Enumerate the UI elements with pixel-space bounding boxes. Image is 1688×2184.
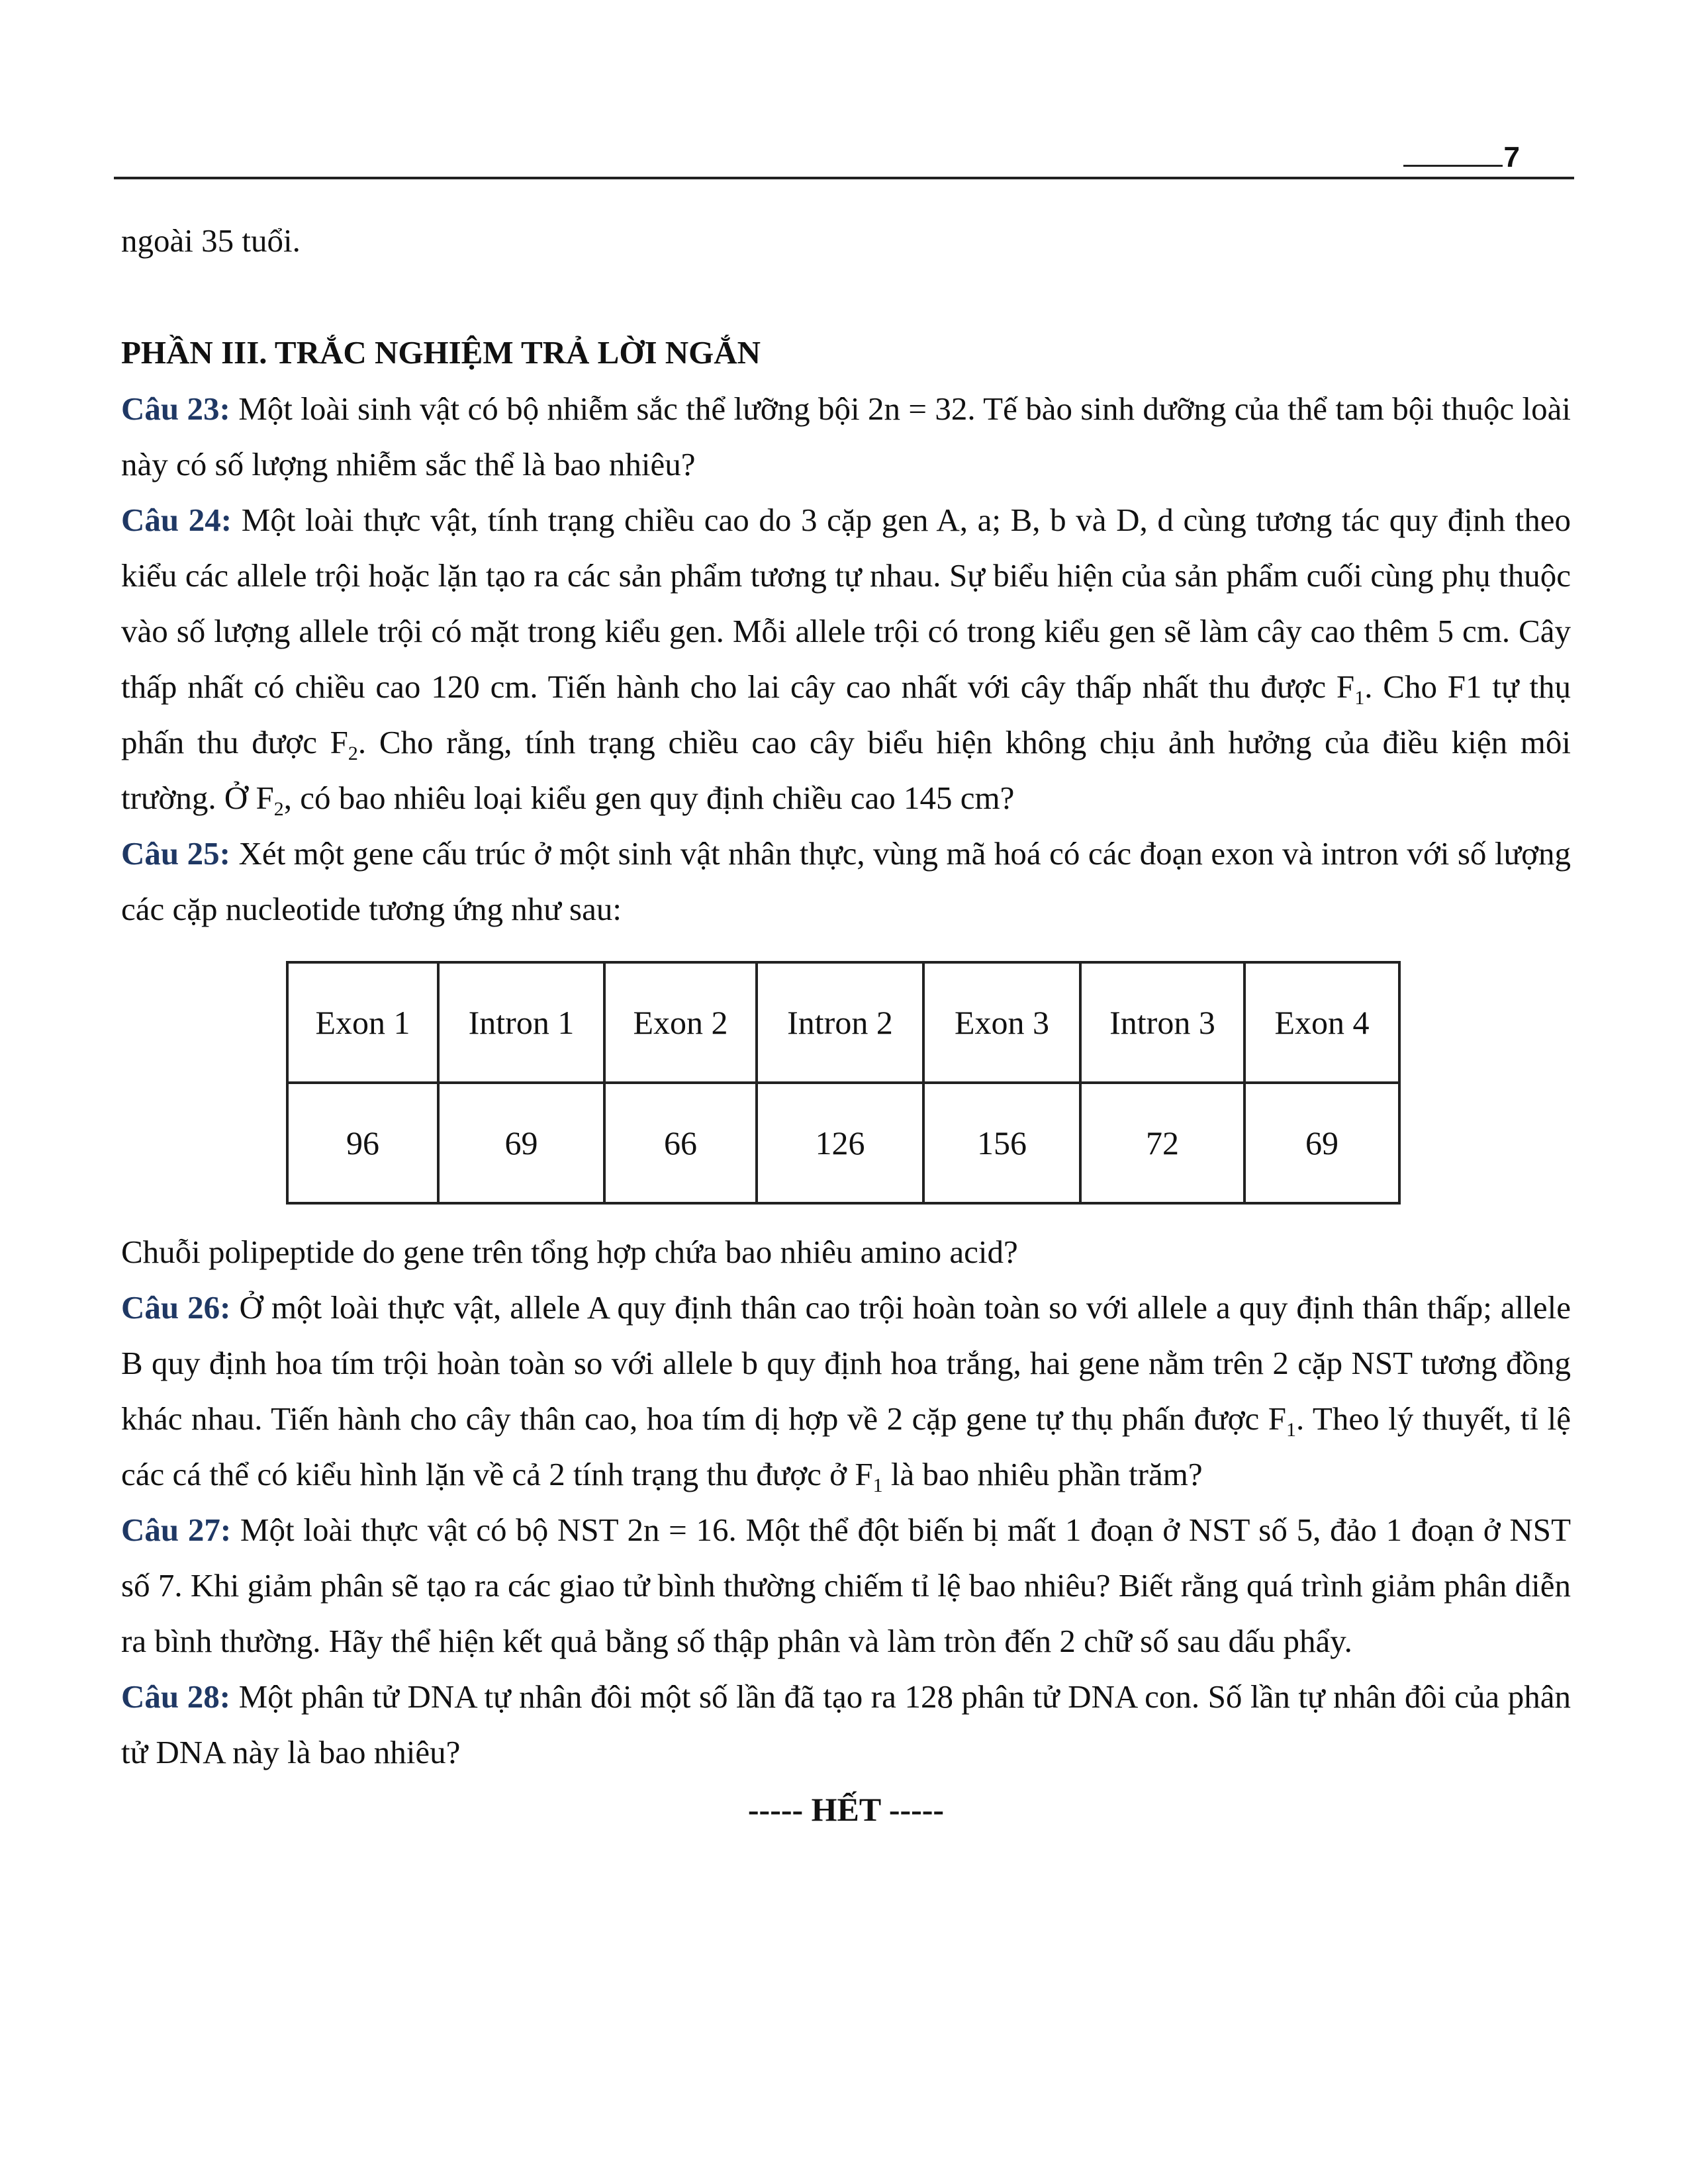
- table-cell: 126: [757, 1083, 923, 1203]
- table-header-cell: Exon 1: [287, 962, 438, 1083]
- question-26-text: . Theo lý thuyết, tỉ lệ các cá thể có kiểu hình lặn về cả 2 tính trạng thu được ở F: [121, 1400, 1571, 1492]
- page-number-underline: [1403, 140, 1503, 167]
- question-23: [121, 381, 1571, 492]
- table-header-cell: Intron 2: [757, 962, 923, 1083]
- end-marker: ----- HẾT -----: [747, 1791, 945, 1828]
- exon-intron-table: [286, 961, 1401, 1205]
- page-header: [114, 136, 1574, 179]
- question-25-followup: Chuỗi polipeptide do gene trên tổng hợp chứa bao nhiêu amino acid?: [121, 1234, 1018, 1270]
- question-28-text: Một phân tử DNA tự nhân đôi một số lần đã tạo ra 128 phân tử DNA con. Số lần tự nhân đôi của phân tử DNA này là bao nhiêu?: [121, 1678, 1571, 1770]
- question-27: [121, 1502, 1571, 1669]
- table-cell: 69: [1244, 1083, 1399, 1203]
- table-cell: 96: [287, 1083, 438, 1203]
- question-26-label: Câu 26:: [121, 1289, 231, 1326]
- table-cell: 66: [604, 1083, 757, 1203]
- table-header-cell: Exon 3: [923, 962, 1080, 1083]
- subscript: 1: [1354, 687, 1365, 709]
- subscript: 1: [872, 1475, 883, 1496]
- question-27-text: Một loài thực vật có bộ NST 2n = 16. Một thể đột biến bị mất 1 đoạn ở NST số 5, đảo 1 đoạn ở NST số 7. Khi giảm phân sẽ tạo ra các giao tử bình thường chiếm tỉ lệ bao nhiêu? Biết rằng quá trình giảm phân diễn ra bình thường. Hãy thể hiện kết quả bằng số thập phân và làm tròn đến 2 chữ số sau dấu phẩy.: [121, 1512, 1571, 1659]
- table-cell: 156: [923, 1083, 1080, 1203]
- subscript: 2: [273, 798, 284, 820]
- question-26-text: Ở một loài thực vật, allele A quy định thân cao trội hoàn toàn so với allele a quy định thân thấp; allele B quy định hoa tím trội hoàn toàn so với allele b quy định hoa trắng, hai gene nằm trên 2 cặp NST tương đồng khác nhau. Tiến hành cho cây thân cao, hoa tím dị hợp về 2 cặp gene tự thụ phấn được F: [121, 1289, 1571, 1437]
- question-24-text: Một loài thực vật, tính trạng chiều cao do 3 cặp gen A, a; B, b và D, d cùng tương tác quy định theo kiểu các allele trội hoặc lặn tạo ra các sản phẩm tương tự nhau. Sự biểu hiện của sản phẩm cuối cùng phụ thuộc vào số lượng allele trội có mặt trong kiểu gen. Mỗi allele trội có trong kiểu gen sẽ làm cây cao thêm 5 cm. Cây thấp nhất có chiều cao 120 cm. Tiến hành cho lai cây cao nhất với cây thấp nhất thu được F: [121, 502, 1571, 705]
- table-header-row: [287, 962, 1399, 1083]
- question-24-label: Câu 24:: [121, 502, 232, 538]
- question-25-label: Câu 25:: [121, 835, 230, 872]
- table-header-cell: Intron 1: [438, 962, 604, 1083]
- table-header-cell: Exon 2: [604, 962, 757, 1083]
- table-row: [287, 1083, 1399, 1203]
- question-24-text: , có bao nhiêu loại kiểu gen quy định chiều cao 145 cm?: [283, 780, 1015, 816]
- question-24-text: . Cho rằng, tính trạng chiều cao cây biểu hiện không chịu ảnh hưởng của điều kiện môi trường. Ở F: [121, 724, 1571, 816]
- question-24-text: . Cho F1 tự thụ phấn thu được F: [121, 668, 1571, 760]
- question-23-text: Một loài sinh vật có bộ nhiễm sắc thể lưỡng bội 2n = 32. Tế bào sinh dưỡng của thể tam bội thuộc loài này có số lượng nhiễm sắc thể là bao nhiêu?: [121, 390, 1571, 482]
- question-26: [121, 1280, 1571, 1502]
- page-number: [1403, 140, 1520, 174]
- question-26-text: là bao nhiêu phần trăm?: [882, 1456, 1203, 1492]
- table-cell: 69: [438, 1083, 604, 1203]
- question-25-text: Xét một gene cấu trúc ở một sinh vật nhân thực, vùng mã hoá có các đoạn exon và intron với số lượng các cặp nucleotide tương ứng như sau:: [121, 835, 1571, 927]
- question-28: [121, 1669, 1571, 1780]
- question-24: [121, 492, 1571, 826]
- page-content: [121, 213, 1571, 1837]
- question-27-label: Câu 27:: [121, 1512, 232, 1548]
- subscript: 2: [348, 743, 358, 764]
- table-header-cell: Intron 3: [1080, 962, 1244, 1083]
- continuation-text: ngoài 35 tuổi.: [121, 222, 301, 259]
- subscript: 1: [1286, 1419, 1297, 1441]
- question-23-label: Câu 23:: [121, 390, 230, 427]
- question-25: [121, 826, 1571, 937]
- section-title: PHẦN III. TRẮC NGHIỆM TRẢ LỜI NGẮN: [121, 334, 761, 371]
- table-header-cell: Exon 4: [1244, 962, 1399, 1083]
- table-cell: 72: [1080, 1083, 1244, 1203]
- question-28-label: Câu 28:: [121, 1678, 231, 1715]
- page-number-text: 7: [1503, 141, 1520, 173]
